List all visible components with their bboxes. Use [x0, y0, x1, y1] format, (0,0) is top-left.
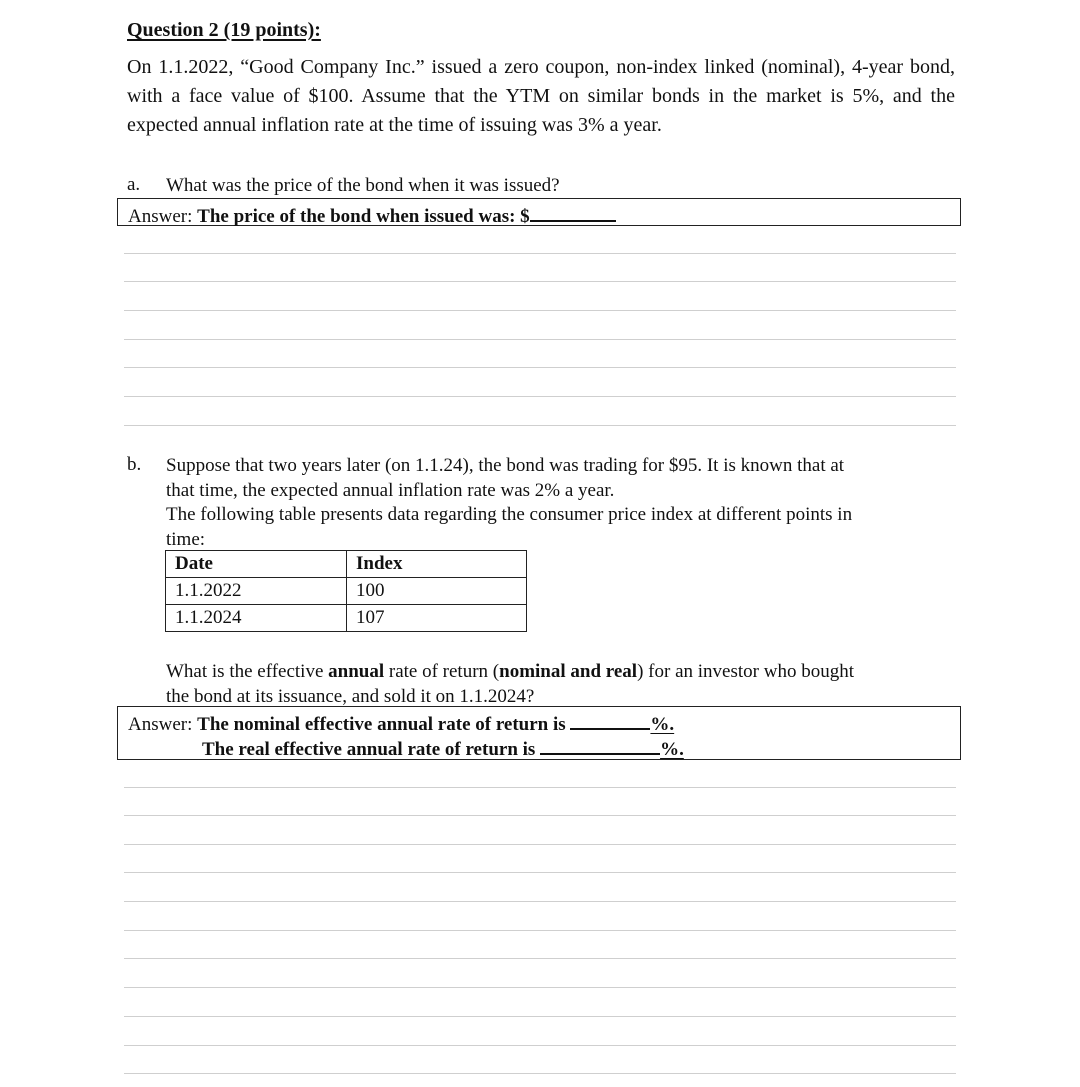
writing-line — [124, 1073, 956, 1074]
writing-line — [124, 310, 956, 311]
writing-line — [124, 253, 956, 254]
writing-line — [124, 815, 956, 816]
writing-line — [124, 844, 956, 845]
table-cell-date: 1.1.2022 — [166, 578, 347, 605]
writing-line — [124, 958, 956, 959]
writing-line — [124, 987, 956, 988]
question-title: Question 2 (19 points): — [127, 19, 321, 41]
part-b-rate-question — [166, 660, 956, 709]
question-bold-nominal-real: nominal and real — [499, 661, 638, 682]
question-text: What is the effective — [166, 661, 329, 682]
part-b-text-line: that time, the expected annual inflation rate was 2% a year. — [166, 479, 615, 501]
part-b-text-line: time: — [166, 528, 206, 550]
writing-line — [124, 787, 956, 788]
question-text: ) for an investor who bought — [637, 661, 854, 682]
part-a-answer-text: The price of the bond when issued was: $ — [197, 206, 530, 227]
writing-line — [124, 396, 956, 397]
table-cell-index: 107 — [347, 605, 527, 632]
table-cell-index: 100 — [347, 578, 527, 605]
writing-line — [124, 930, 956, 931]
table-row — [166, 578, 527, 605]
part-b-question — [166, 454, 956, 552]
part-a-question: What was the price of the bond when it was issued? — [166, 175, 560, 196]
cpi-table — [165, 550, 527, 632]
table-header-date: Date — [166, 551, 347, 578]
writing-line — [124, 425, 956, 426]
nominal-percent-sign: %. — [650, 714, 675, 735]
part-b-answer-box — [117, 706, 961, 760]
table-header-index: Index — [347, 551, 527, 578]
writing-line — [124, 339, 956, 340]
part-a-answer-blank[interactable] — [530, 202, 616, 222]
part-a-label: a. — [127, 174, 141, 195]
real-answer-text: The real effective annual rate of return is — [202, 739, 536, 760]
part-a-answer-box — [117, 198, 961, 226]
question-text: the bond at its issuance, and sold it on 1.1.2024? — [166, 685, 535, 707]
part-b-text-line: Suppose that two years later (on 1.1.24), the bond was trading for $95. It is known that at — [166, 455, 845, 476]
writing-line — [124, 872, 956, 873]
writing-line — [124, 367, 956, 368]
part-b-text-line: The following table presents data regarding the consumer price index at different points in — [166, 504, 853, 525]
part-b-label: b. — [127, 454, 142, 475]
writing-line — [124, 1016, 956, 1017]
writing-line — [124, 901, 956, 902]
writing-line — [124, 1045, 956, 1046]
table-row — [166, 605, 527, 632]
answer-label: Answer: — [128, 206, 198, 227]
writing-line — [124, 281, 956, 282]
question-text: rate of return ( — [384, 661, 500, 682]
real-rate-blank[interactable] — [540, 735, 660, 755]
nominal-rate-blank[interactable] — [570, 710, 650, 730]
nominal-answer-text: The nominal effective annual rate of return is — [197, 714, 566, 735]
real-percent-sign: %. — [660, 739, 684, 760]
table-cell-date: 1.1.2024 — [166, 605, 347, 632]
answer-label: Answer: — [128, 714, 198, 735]
question-intro: On 1.1.2022, “Good Company Inc.” issued a zero coupon, non-index linked (nominal), 4-year bond, with a face value of $100. Assume that the YTM on similar bonds in the market is 5%, and the expected annual inflation rate at the time of issuing was 3% a year. — [127, 56, 955, 136]
question-bold-annual: annual — [328, 661, 385, 682]
table-header-row — [166, 551, 527, 578]
